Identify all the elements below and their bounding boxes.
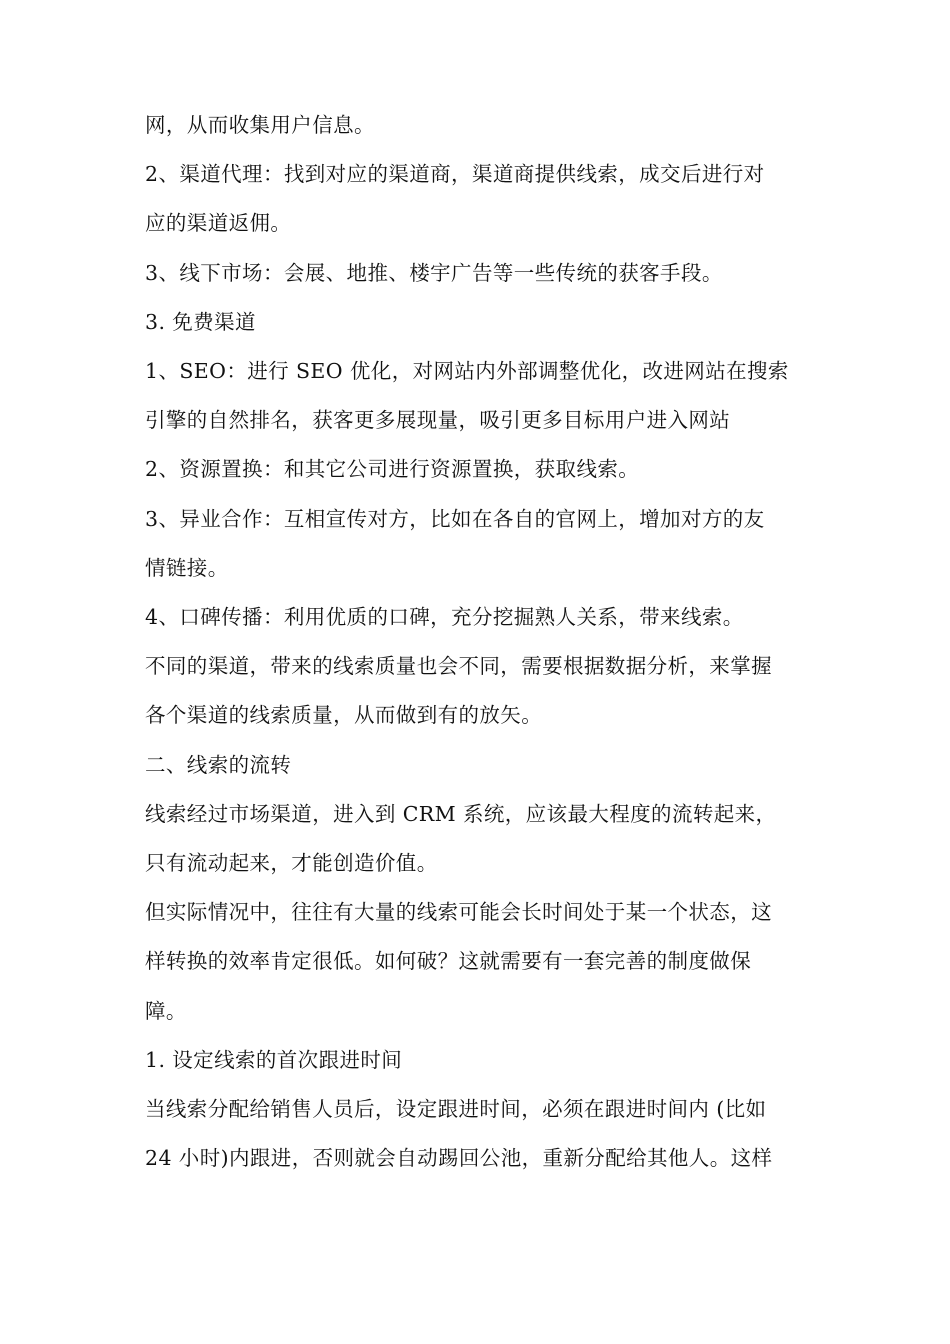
document-body bbox=[145, 101, 825, 1183]
text-line: 不同的渠道，带来的线索质量也会不同，需要根据数据分析，来掌握 bbox=[145, 654, 772, 679]
text-line: 线索经过市场渠道，进入到 CRM 系统，应该最大程度的流转起来， bbox=[145, 801, 777, 826]
text-line: 只有流动起来，才能创造价值。 bbox=[145, 851, 438, 876]
section-heading: 3. 免费渠道 bbox=[145, 309, 256, 334]
text-line: 引擎的自然排名，获客更多展现量，吸引更多目标用户进入网站 bbox=[145, 408, 731, 433]
text-line: 当线索分配给销售人员后，设定跟进时间，必须在跟进时间内 (比如 bbox=[145, 1097, 767, 1122]
text-line: 各个渠道的线索质量，从而做到有的放矢。 bbox=[145, 703, 543, 728]
text-line: 24 小时)内跟进，否则就会自动踢回公池，重新分配给其他人。这样 bbox=[145, 1146, 773, 1171]
text-line: 情链接。 bbox=[145, 555, 229, 580]
section-heading: 1. 设定线索的首次跟进时间 bbox=[145, 1047, 403, 1072]
text-line: 2、渠道代理：找到对应的渠道商，渠道商提供线索，成交后进行对 bbox=[145, 162, 765, 187]
text-line: 4、口碑传播：利用优质的口碑，充分挖掘熟人关系，带来线索。 bbox=[145, 605, 744, 630]
section-heading: 二、线索的流转 bbox=[145, 752, 292, 777]
text-line: 3、异业合作：互相宣传对方，比如在各自的官网上，增加对方的友 bbox=[145, 506, 765, 531]
text-line: 网，从而收集用户信息。 bbox=[145, 113, 375, 137]
text-line: 2、资源置换：和其它公司进行资源置换，获取线索。 bbox=[145, 457, 640, 482]
text-line: 1、SEO：进行 SEO 优化，对网站内外部调整优化，改进网站在搜索 bbox=[145, 359, 789, 384]
text-line: 但实际情况中，往往有大量的线索可能会长时间处于某一个状态，这 bbox=[145, 900, 772, 925]
text-line: 障。 bbox=[145, 998, 187, 1023]
text-line: 样转换的效率肯定很低。如何破？这就需要有一套完善的制度做保 bbox=[145, 949, 752, 974]
text-line: 应的渠道返佣。 bbox=[145, 211, 292, 236]
text-line: 3、线下市场：会展、地推、楼宇广告等一些传统的获客手段。 bbox=[145, 260, 723, 285]
